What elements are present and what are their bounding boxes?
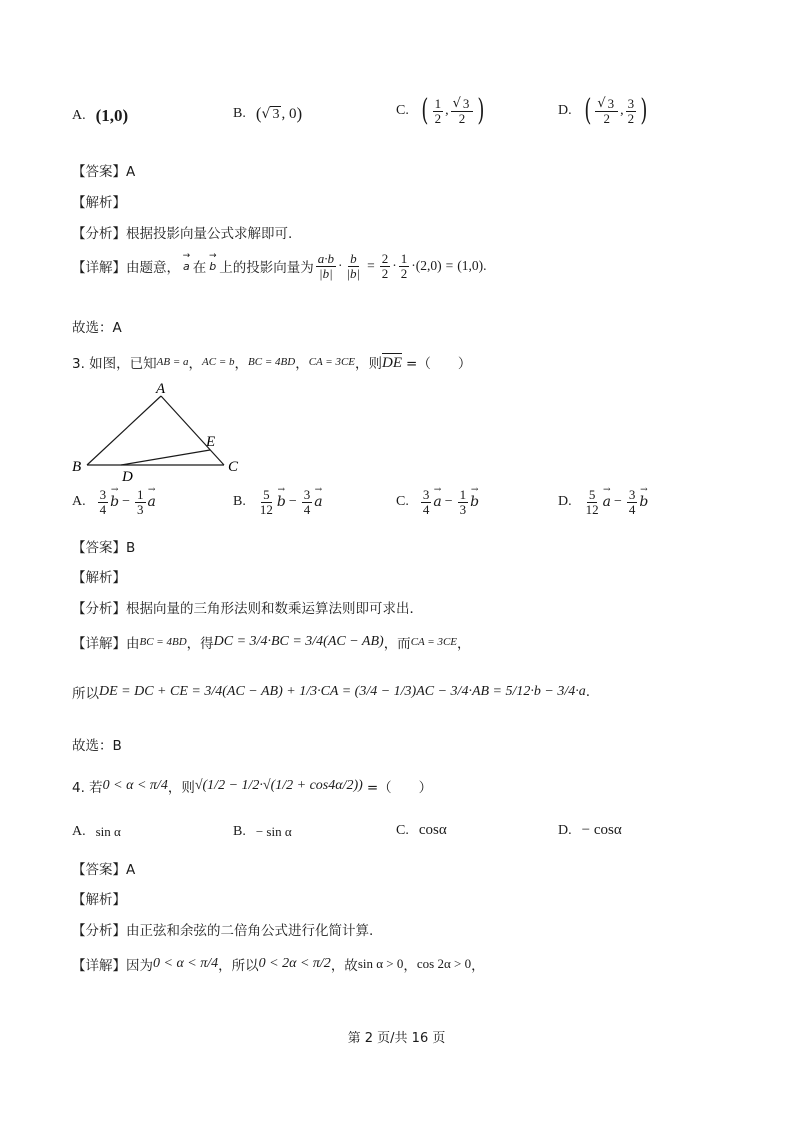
q2-detail: 【详解】 由题意， → a 在 → b 上的投影向量为 $\frac{a\cdot b}{|b|}$ · $\frac{b}{|b|}$ = $\frac{2}{2}$ · $\frac{1}{2}$ · (2,0) = (1,0) . <box>72 252 487 280</box>
q4-option-d: D. − cosα <box>558 822 622 838</box>
q4-stem: 4. 若 0 < α < π/4 ，则 √(1/2 − 1/2·√(1/2 + cos4α/2)) =（ ） <box>72 778 433 796</box>
q4-analysis-tag: 【解析】 <box>72 892 126 908</box>
q2-analysis-tag: 【解析】 <box>72 195 126 211</box>
label-b: B <box>72 459 82 475</box>
answer-tag: 【答案】 <box>72 164 126 180</box>
q3-detail-line2: 所以 DE = DC + CE = 3/4(AC − AB) + 1/3·CA = (3/4 − 1/3)AC − 3/4·AB = 5/12·b − 3/4·a . <box>72 684 591 702</box>
option-label: C. <box>396 103 409 118</box>
q2-fenxi: 【分析】根据投影向量公式求解即可. <box>72 226 293 242</box>
triangle-figure <box>68 376 258 486</box>
option-label: D. <box>558 103 572 118</box>
q2-option-b: B. ( √ 3 , 0 ) <box>233 104 303 123</box>
q3-detail-line1: 【详解】 由 BC = 4BD ，得 DC = 3/4·BC = 3/4(AC − AB) ，而 CA = 3CE ， <box>72 634 471 652</box>
q4-detail: 【详解】 因为 0 < α < π/4 ，所以 0 < 2α < π/2 ，故 sin α > 0 ， cos 2α > 0 ， <box>72 956 485 974</box>
side-ac <box>161 396 224 465</box>
q2-option-a <box>72 106 128 126</box>
q2-answer <box>72 160 135 180</box>
q3-choose: 故选：B <box>72 738 122 754</box>
q3-answer: 【答案】B <box>72 540 136 556</box>
label-d: D <box>122 469 133 485</box>
label-c: C <box>228 459 239 475</box>
q4-answer: 【答案】A <box>72 862 136 878</box>
q3-option-a: A. $\frac{3}{4}$ → b − $\frac{1}{3}$ → a <box>72 488 156 516</box>
q2-option-d: D. ( √ 3 2 , $\frac{3}{2}$ ) <box>558 93 648 128</box>
q3-stem: 3. 如图，已知 AB = a ， AC = b ， BC = 4BD ， CA = 3CE ，则 DE =（ ） <box>72 354 472 372</box>
option-label: A. <box>72 108 86 123</box>
q2-choose: 故选：A <box>72 320 122 336</box>
q3-option-b: B. $\frac{5}{12}$ → b − $\frac{3}{4}$ → a <box>233 488 323 516</box>
condition-alpha: 0 < α < π/4 <box>102 778 168 793</box>
side-ab <box>87 396 161 465</box>
q3-option-c: C. $\frac{3}{4}$ → a − $\frac{1}{3}$ → b <box>396 488 479 516</box>
q4-option-a: A. sin α <box>72 824 121 839</box>
option-label: B. <box>233 106 246 121</box>
q4-option-b: B. − sin α <box>233 824 292 839</box>
segment-de <box>121 450 210 465</box>
answer-value: A <box>126 164 136 180</box>
label-a: A <box>156 381 166 397</box>
page-footer: 第 2 页/共 16 页 <box>347 1031 446 1046</box>
label-e: E <box>206 434 216 450</box>
q3-fenxi: 【分析】根据向量的三角形法则和数乘运算法则即可求出． <box>72 601 423 617</box>
q3-analysis-tag: 【解析】 <box>72 570 126 586</box>
q3-option-d: D. $\frac{5}{12}$ → a − $\frac{3}{4}$ → b <box>558 488 648 516</box>
sqrt-expression: √ 3 <box>261 105 280 122</box>
projection-fraction-2: $\frac{b}{|b|}$ <box>346 251 361 281</box>
nested-sqrt-expression: √(1/2 − 1/2·√(1/2 + cos4α/2)) <box>194 778 363 793</box>
formula-de: DE = DC + CE = 3/4(AC − AB) + 1/3·CA = (3/4 − 1/3)AC − 3/4·AB = 5/12·b − 3/4·a <box>99 684 586 699</box>
q4-fenxi: 【分析】由正弦和余弦的二倍角公式进行化简计算. <box>72 923 374 939</box>
formula-dc: DC = 3/4·BC = 3/4(AC − AB) <box>213 634 384 649</box>
option-value: (1,0) <box>95 106 129 125</box>
q4-option-c: C. cosα <box>396 822 447 838</box>
q2-option-c: C. ( $\frac{1}{2}$ , √ 3 2 ) <box>396 93 485 128</box>
projection-fraction-1: $\frac{a\cdot b}{|b|}$ <box>317 251 334 281</box>
